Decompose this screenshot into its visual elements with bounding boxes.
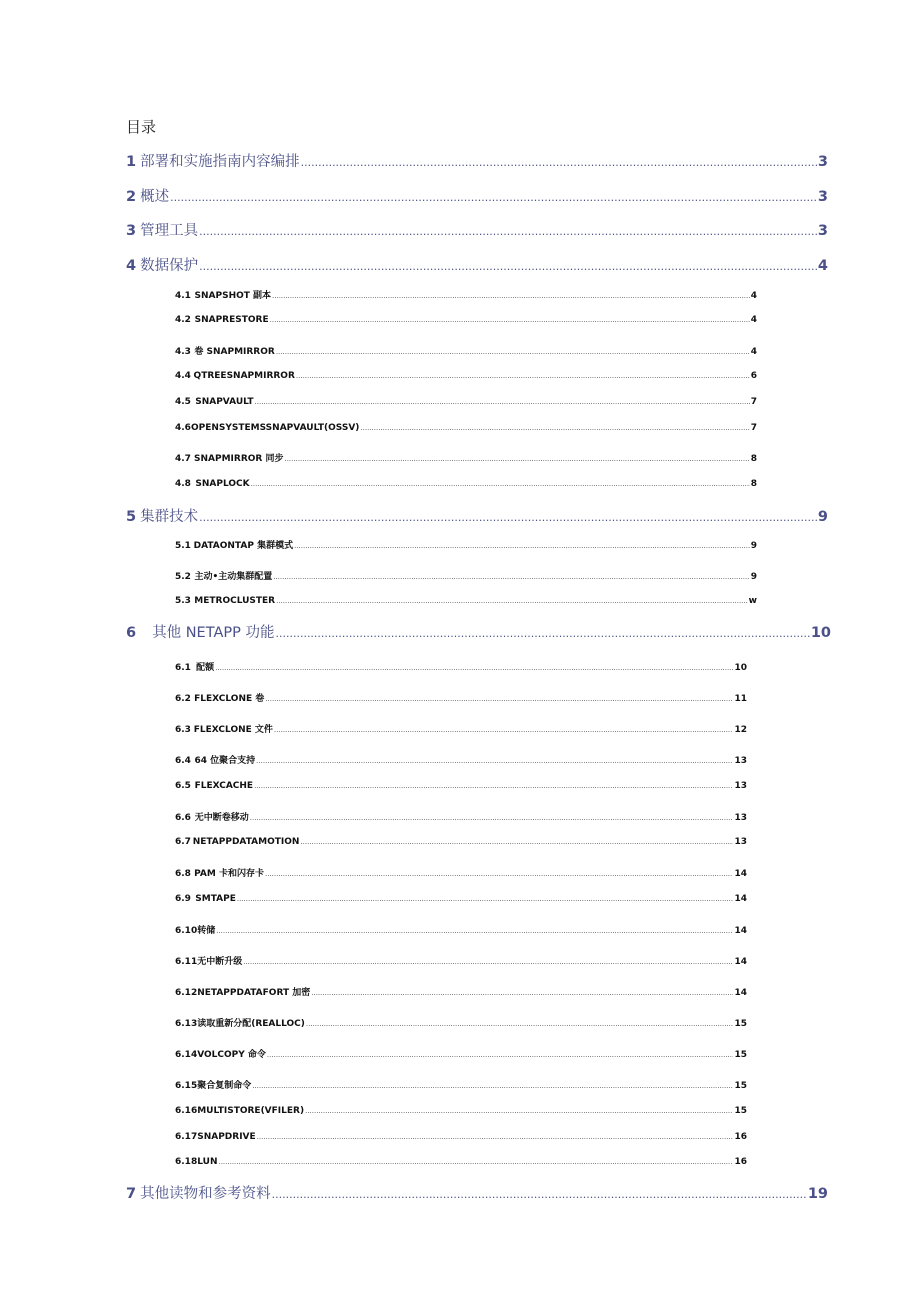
toc-entry[interactable] (175, 691, 747, 704)
toc-entry-page-number: 9 (750, 541, 757, 551)
toc-entry[interactable] (175, 722, 747, 735)
toc-dot-leader (257, 1133, 734, 1141)
toc-entry[interactable] (175, 1047, 747, 1060)
toc-entry-page-number: 4 (750, 347, 757, 357)
toc-dot-leader (296, 372, 750, 380)
toc-entry[interactable] (175, 538, 757, 551)
toc-entry-label: 管理工具 (140, 223, 199, 239)
toc-entry-page-number: 13 (734, 756, 747, 766)
toc-entry[interactable] (175, 954, 747, 967)
toc-entry[interactable] (175, 423, 757, 433)
toc-dot-leader (305, 1107, 733, 1115)
toc-entry[interactable] (175, 1078, 747, 1091)
toc-entry-number: 4.5 (175, 397, 191, 407)
toc-entry-label: 聚合复制命令 (197, 1081, 252, 1091)
toc-entry[interactable] (175, 810, 747, 823)
toc-dot-leader (311, 989, 733, 997)
toc-entry-label: 集群技术 (140, 509, 199, 525)
toc-entry[interactable] (175, 344, 757, 357)
toc-entry-number: 6 (126, 625, 137, 641)
toc-entry-number: 6.15 (175, 1081, 198, 1091)
toc-entry-label: 读取重新分配(REALLOC) (197, 1019, 305, 1029)
toc-entry[interactable] (175, 451, 757, 464)
toc-entry-page-number: 14 (734, 869, 747, 879)
toc-dot-leader (276, 348, 750, 356)
toc-entry-page-number: w (748, 596, 757, 606)
toc-entry[interactable] (175, 837, 747, 847)
toc-entry-number: 6.7 (175, 837, 191, 847)
toc-entry[interactable] (175, 288, 757, 301)
toc-entry-page-number: 14 (734, 988, 747, 998)
toc-dot-leader (306, 1020, 734, 1028)
toc-entry-number: 6.1 (175, 663, 191, 673)
toc-entry-label: FLEXCLONE 文件 (193, 725, 273, 735)
toc-entry-number: 6.17 (175, 1132, 198, 1142)
toc-dot-leader (301, 156, 817, 169)
toc-entry-number: 6.3 (175, 725, 191, 735)
toc-entry[interactable] (126, 219, 828, 240)
toc-dot-leader (215, 664, 733, 672)
toc-entry-label: 无中断升级 (197, 957, 243, 967)
toc-entry-page-number: 12 (734, 725, 747, 735)
toc-entry-number: 6.18 (175, 1157, 198, 1167)
toc-entry-number: 4.8 (175, 479, 191, 489)
toc-entry[interactable] (175, 1016, 747, 1029)
toc-entry-page-number: 15 (734, 1081, 747, 1091)
toc-entry-page-number: 3 (817, 189, 828, 205)
toc-entry[interactable] (175, 923, 747, 936)
toc-entry-number: 6.2 (175, 694, 191, 704)
toc-dot-leader (252, 1082, 733, 1090)
toc-entry[interactable] (126, 1182, 828, 1203)
toc-entry-label: METROCLUSTER (194, 596, 276, 606)
toc-entry-page-number: 16 (734, 1157, 747, 1167)
toc-entry-page-number: 13 (734, 837, 747, 847)
toc-dot-leader (265, 695, 733, 703)
toc-dot-leader (272, 1188, 807, 1201)
toc-entry-page-number: 15 (734, 1050, 747, 1060)
toc-entry-page-number: 4 (750, 291, 757, 301)
toc-entry-number: 6.12 (175, 988, 198, 998)
toc-entry-label: 数据保护 (140, 258, 199, 274)
toc-entry-page-number: 3 (817, 223, 828, 239)
toc-dot-leader (250, 814, 734, 822)
toc-dot-leader (199, 511, 817, 524)
toc-entry-number: 4 (126, 258, 137, 274)
toc-entry-number: 6.8 (175, 869, 191, 879)
toc-entry-number: 5.1 (175, 541, 191, 551)
toc-dot-leader (237, 895, 734, 903)
toc-entry-number: 6.5 (175, 781, 191, 791)
toc-entry-label: 部署和实施指南内容编排 (140, 154, 300, 170)
toc-entry-label: 64 位聚合支持 (194, 756, 256, 766)
toc-dot-leader (243, 958, 733, 966)
toc-entry-label: 主动•主动集群配置 (194, 572, 273, 582)
toc-entry-label: LUN (197, 1157, 218, 1167)
toc-entry[interactable] (175, 866, 747, 879)
toc-entry-label: SNAPSHOT 副本 (194, 291, 272, 301)
toc-dot-leader (255, 398, 750, 406)
toc-entry-page-number: 19 (807, 1186, 828, 1202)
toc-entry[interactable] (126, 150, 828, 171)
toc-entry-label: 转储 (197, 926, 216, 936)
toc-entry-number: 7 (126, 1186, 137, 1202)
toc-entry-page-number: 8 (750, 454, 757, 464)
toc-entry[interactable] (126, 621, 831, 642)
toc-entry[interactable] (126, 185, 828, 206)
toc-entry-page-number: 15 (734, 1106, 747, 1116)
toc-entry-number: 3 (126, 223, 137, 239)
toc-dot-leader (218, 1158, 733, 1166)
toc-entry-page-number: 11 (734, 694, 747, 704)
toc-dot-leader (256, 757, 733, 765)
toc-entry-page-number: 9 (750, 572, 757, 582)
toc-entry-page-number: 3 (817, 154, 828, 170)
toc-entry-number: 6.6 (175, 813, 191, 823)
toc-entry[interactable] (175, 985, 747, 998)
toc-entry-page-number: 14 (734, 957, 747, 967)
toc-entry-page-number: 14 (734, 926, 747, 936)
toc-entry-number: 5.2 (175, 572, 191, 582)
toc-entry-label: OPENSYSTEMSSNAPVAULT(OSSV) (190, 423, 360, 433)
toc-dot-leader (265, 870, 734, 878)
toc-entry-page-number: 8 (750, 479, 757, 489)
toc-dot-leader (270, 316, 750, 324)
toc-entry-label: SNAPLOCK (195, 479, 250, 489)
toc-entry[interactable] (175, 371, 757, 381)
toc-entry-label: 其他 NETAPP 功能 (152, 625, 275, 641)
toc-dot-leader (273, 573, 750, 581)
toc-entry-page-number: 7 (750, 423, 757, 433)
toc-entry-label: 无中断卷移动 (194, 813, 249, 823)
toc-entry-number: 4.7 (175, 454, 191, 464)
toc-entry[interactable] (175, 397, 757, 407)
toc-entry[interactable] (175, 660, 747, 673)
toc-entry-label: DATAONTAP 集群模式 (193, 541, 294, 551)
toc-entry-page-number: 16 (734, 1132, 747, 1142)
toc-entry-label: SNAPDRIVE (197, 1132, 256, 1142)
toc-entry-label: SNAPVAULT (195, 397, 254, 407)
toc-entry-number: 4.3 (175, 347, 191, 357)
toc-title: 目录 (126, 118, 157, 136)
toc-entry-number: 6.14 (175, 1050, 198, 1060)
toc-entry-number: 6.11 (175, 957, 198, 967)
toc-dot-leader (170, 191, 817, 204)
toc-entry-number: 6.13 (175, 1019, 198, 1029)
toc-entry-page-number: 9 (817, 509, 828, 525)
toc-entry-number: 4.4 (175, 371, 191, 381)
toc-entry-number: 4.2 (175, 315, 191, 325)
toc-entry-page-number: 15 (734, 1019, 747, 1029)
toc-entry-number: 2 (126, 189, 137, 205)
toc-entry-page-number: 14 (734, 894, 747, 904)
toc-dot-leader (294, 542, 750, 550)
toc-entry-label: 概述 (140, 189, 170, 205)
toc-entry-number: 6.16 (175, 1106, 198, 1116)
toc-dot-leader (272, 292, 750, 300)
toc-dot-leader (254, 782, 733, 790)
toc-entry-label: QTREESNAPMIRROR (193, 371, 295, 381)
toc-entry[interactable] (175, 894, 747, 904)
toc-entry-page-number: 4 (750, 315, 757, 325)
toc-entry[interactable] (175, 1132, 747, 1142)
toc-entry-page-number: 6 (750, 371, 757, 381)
toc-entry-label: PAM 卡和闪存卡 (194, 869, 264, 879)
toc-entry-number: 1 (126, 154, 137, 170)
toc-dot-leader (274, 726, 734, 734)
toc-entry[interactable] (175, 479, 757, 489)
toc-entry-label: FLEXCACHE (194, 781, 254, 791)
toc-entry-label: 配额 (196, 663, 215, 673)
toc-dot-leader (300, 838, 733, 846)
toc-entry-label: VOLCOPY 命令 (197, 1050, 266, 1060)
toc-entry-number: 6.4 (175, 756, 191, 766)
toc-entry-label: 其他读物和参考资料 (140, 1186, 271, 1202)
toc-entry[interactable] (175, 753, 747, 766)
toc-dot-leader (267, 1051, 734, 1059)
toc-entry-number: 5 (126, 509, 137, 525)
toc-entry-label: MULTISTORE(VFILER) (197, 1106, 305, 1116)
toc-dot-leader (251, 480, 750, 488)
toc-entry[interactable] (126, 254, 828, 275)
toc-dot-leader (360, 424, 749, 432)
toc-entry-number: 5.3 (175, 596, 191, 606)
toc-entry-label: FLEXCLONE 卷 (194, 694, 265, 704)
toc-entry[interactable] (175, 1157, 747, 1167)
toc-entry-label: SNAPRESTORE (194, 315, 269, 325)
toc-dot-leader (199, 260, 817, 273)
toc-dot-leader (276, 597, 748, 605)
toc-entry[interactable] (175, 596, 757, 606)
toc-dot-leader (199, 225, 817, 238)
toc-entry-page-number: 10 (810, 625, 831, 641)
toc-entry[interactable] (175, 781, 747, 791)
toc-entry-page-number: 7 (750, 397, 757, 407)
toc-dot-leader (284, 455, 749, 463)
toc-entry[interactable] (175, 315, 757, 325)
toc-entry-page-number: 13 (734, 813, 747, 823)
toc-entry-page-number: 4 (817, 258, 828, 274)
toc-dot-leader (216, 927, 733, 935)
toc-entry-number: 6.10 (175, 926, 198, 936)
toc-entry[interactable] (175, 1106, 747, 1116)
toc-entry-label: NETAPPDATAMOTION (192, 837, 300, 847)
toc-entry-label: 卷 SNAPMIRROR (194, 347, 275, 357)
toc-dot-leader (275, 627, 809, 640)
toc-entry-label: NETAPPDATAFORT 加密 (197, 988, 311, 998)
toc-entry-page-number: 10 (734, 663, 747, 673)
toc-entry-number: 4.1 (175, 291, 191, 301)
toc-entry-page-number: 13 (734, 781, 747, 791)
toc-entry[interactable] (126, 505, 828, 526)
toc-entry-number: 6.9 (175, 894, 191, 904)
toc-entry-number: 4.6 (175, 423, 191, 433)
toc-entry[interactable] (175, 569, 757, 582)
toc-entry-label: SMTAPE (195, 894, 236, 904)
toc-entry-label: SNAPMIRROR 同步 (194, 454, 284, 464)
